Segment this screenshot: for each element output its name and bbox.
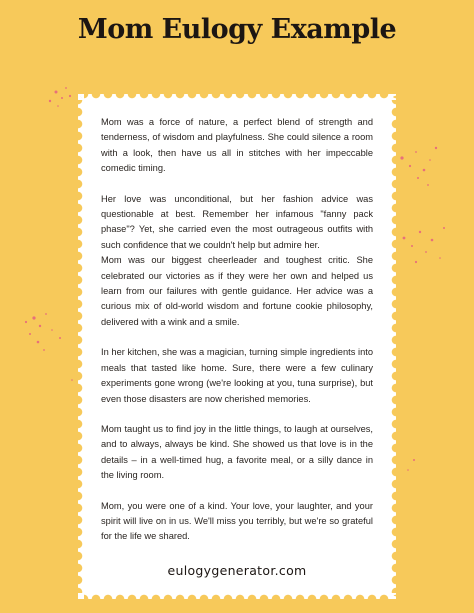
paragraph: Mom was our biggest cheerleader and toughest critic. She celebrated our victories as if they were her own and helped us learn from our failures with gentle guidance. Her advice was a curious mix of old-world wisdom and fortune cookie philosophy, delivered with a wink and a smile.	[101, 255, 373, 327]
paragraph: Mom, you were one of a kind. Your love, your laughter, and your spirit will live on in us. We'll miss you terribly, but we're so grateful for the life we shared.	[101, 500, 373, 542]
footer-website: eulogygenerator.com	[167, 563, 307, 578]
page-title: Mom Eulogy Example	[77, 14, 397, 45]
eulogy-body	[101, 115, 373, 560]
paragraph: Her love was unconditional, but her fashion advice was questionable at best. Remember her infamous "fanny pack phase"? Yet, she carried even the most outrageous outfits with such confidence that we couldn't help but admire her.	[101, 193, 373, 250]
paragraph: Mom taught us to find joy in the little things, to laugh at ourselves, and to always, always be kind. She showed us that love is in the details – in a well-timed hug, a favorite meal, or a silly dance in the living room.	[101, 423, 373, 481]
paragraph: In her kitchen, she was a magician, turning simple ingredients into meals that tasted like home. Sure, there were a few culinary experiments gone wrong (we're looking at you, tuna surprise), but even those disasters are now cherished memories.	[101, 347, 373, 404]
paragraph: Mom was a force of nature, a perfect blend of strength and tenderness, of wisdom and playfulness. She could silence a room with a look, then have us all in stitches with her impeccable comedic timing.	[101, 117, 373, 174]
